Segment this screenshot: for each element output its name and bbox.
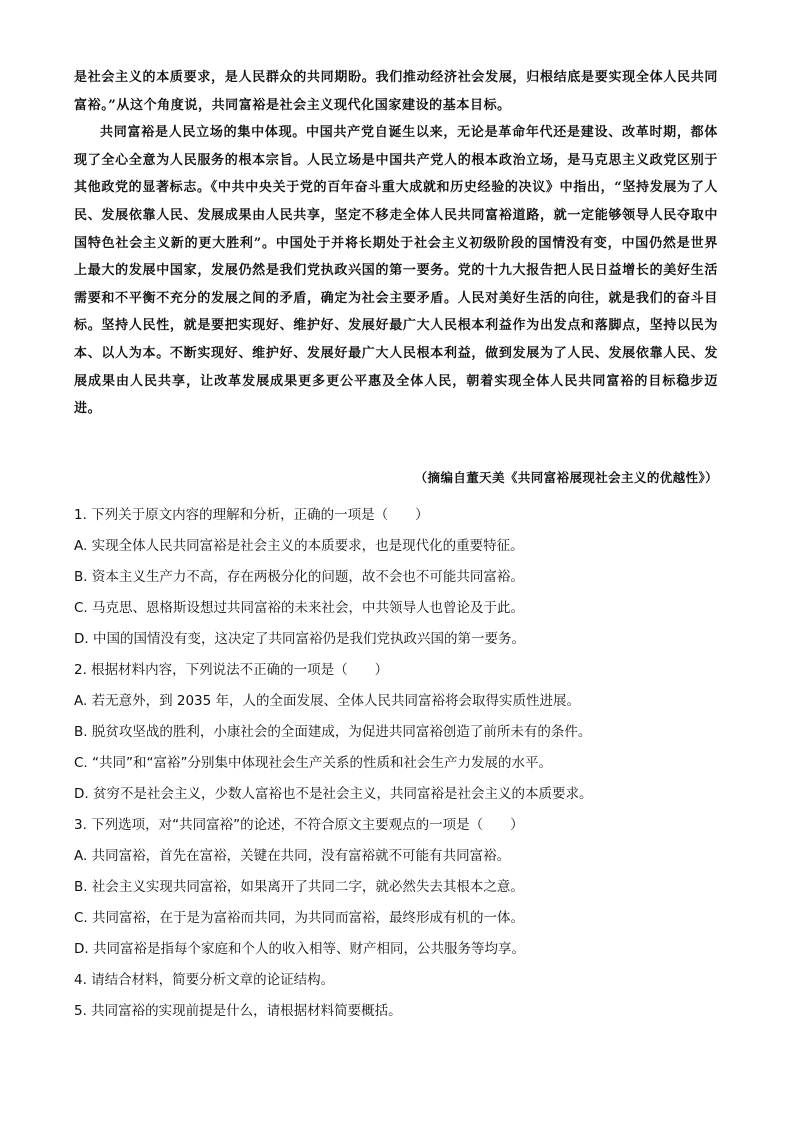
passage-paragraph-1: 是社会主义的本质要求，是人民群众的共同期盼。我们推动经济社会发展，归根结底是要实现全体人民共同富裕。”从这个角度说，共同富裕是社会主义现代化国家建设的基本目标。 [74,70,718,113]
question-1-option-c: C. 马克思、恩格斯设想过共同富裕的未来社会，中共领导人也曾论及于此。 [74,600,525,616]
question-2-option-a: A. 若无意外，到 2035 年，人的全面发展、全体人民共同富裕将会取得实质性进展。 [74,693,581,709]
question-3-option-d: D. 共同富裕是指每个家庭和个人的收入相等、财产相同，公共服务等均享。 [74,941,525,957]
passage-source: （摘编自董天美《共同富裕展现社会主义的优越性》） [414,470,718,485]
reading-passage [74,64,718,423]
question-4-stem: 4. 请结合材料，简要分析文章的论证结构。 [74,972,335,988]
question-2-stem: 2. 根据材料内容，下列说法不正确的一项是（ ） [74,662,389,678]
question-2-option-b: B. 脱贫攻坚战的胜利，小康社会的全面建成，为促进共同富裕创造了前所未有的条件。 [74,724,592,740]
question-2-option-d: D. 贫穷不是社会主义，少数人富裕也不是社会主义，共同富裕是社会主义的本质要求。 [74,786,593,802]
question-1-option-d: D. 中国的国情没有变，这决定了共同富裕仍是我们党执政兴国的第一要务。 [74,631,525,647]
question-3-option-a: A. 共同富裕，首先在富裕，关键在共同，没有富裕就不可能有共同富裕。 [74,848,511,864]
question-3-stem: 3. 下列选项，对“共同富裕”的论述，不符合原文主要观点的一项是（ ） [74,817,524,833]
question-1-stem: 1. 下列关于原文内容的理解和分析，正确的一项是（ ） [74,507,429,523]
question-5-stem: 5. 共同富裕的实现前提是什么，请根据材料简要概括。 [74,1003,402,1019]
question-1-option-b: B. 资本主义生产力不高，存在两极分化的问题，故不会也不可能共同富裕。 [74,569,524,585]
question-1-option-a: A. 实现全体人民共同富裕是社会主义的本质要求，也是现代化的重要特征。 [74,538,524,554]
passage-paragraph-2: 共同富裕是人民立场的集中体现。中国共产党自诞生以来，无论是革命年代还是建设、改革时期，都体现了全心全意为人民服务的根本宗旨。人民立场是中国共产党人的根本政治立场，是马克思主义政党区别于其他政党的显著标志。《中共中央关于党的百年奋斗重大成就和历史经验的决议》中指出，“坚持发展为了人民、发展依靠人民、发展成果由人民共享，坚定不移走全体人民共同富裕道路，就一定能够领导人民夺取中国特色社会主义新的更大胜利”。中国处于并将长期处于社会主义初级阶段的国情没有变，中国仍然是世界上最大的发展中国家，发展仍然是我们党执政兴国的第一要务。党的十九大报告把人民日益增长的美好生活需要和不平衡不充分的发展之间的矛盾，确定为社会主要矛盾。人民对美好生活的向往，就是我们的奋斗目标。坚持人民性，就是要把实现好、维护好、发展好最广大人民根本利益作为出发点和落脚点，坚持以民为本、以人为本。不断实现好、维护好、发展好最广大人民根本利益，做到发展为了人民、发展依靠人民、发展成果由人民共享，让改革发展成果更多更公平惠及全体人民，朝着实现全体人民共同富裕的目标稳步迈进。 [74,125,718,417]
question-list [74,500,734,1027]
question-3-option-c: C. 共同富裕，在于是为富裕而共同，为共同而富裕，最终形成有机的一体。 [74,910,525,926]
question-3-option-b: B. 社会主义实现共同富裕，如果离开了共同二字，就必然失去其根本之意。 [74,879,524,895]
question-2-option-c: C. “共同”和“富裕”分别集中体现社会生产关系的性质和社会生产力发展的水平。 [74,755,552,771]
